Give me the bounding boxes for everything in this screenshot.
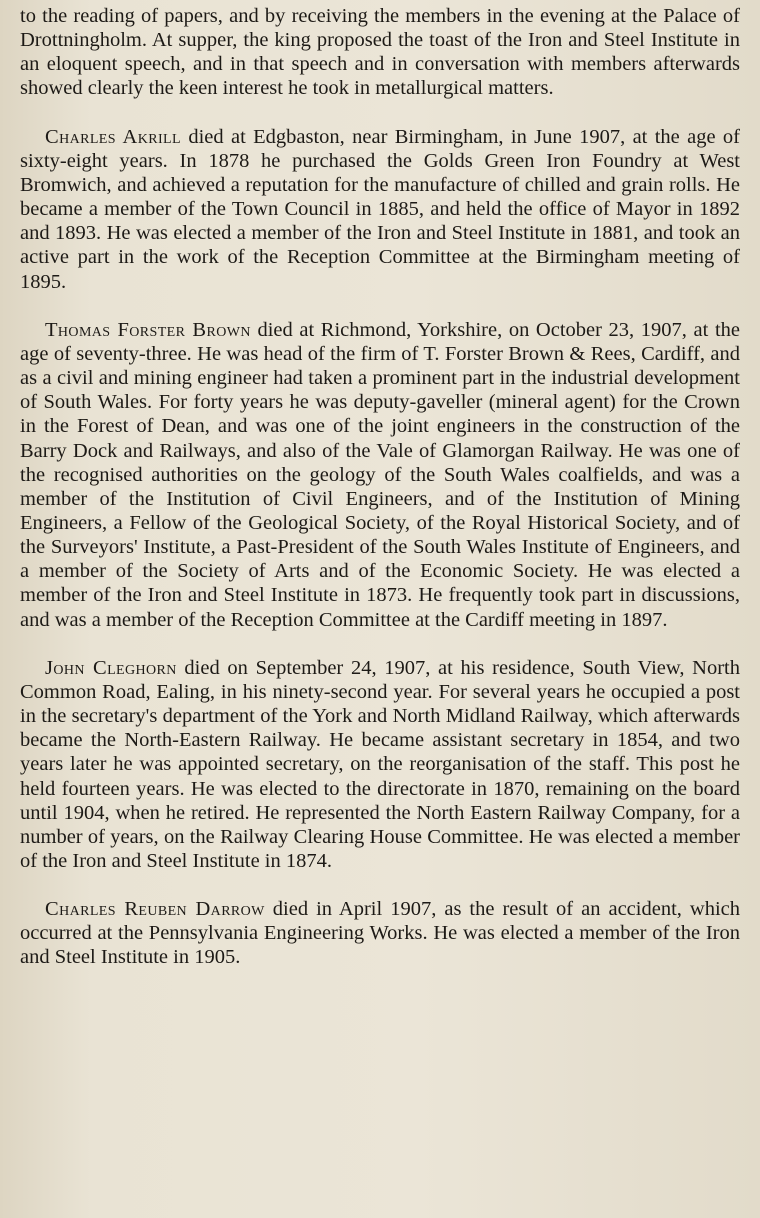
- paragraph-text: died on September 24, 1907, at his residence, South View, North Common Road, Ealing, in his ninety-second year. For several years he occupied a post in the secretary's department of the York and North Midland Railway, which afterwards became the North-Eastern Railway. He became assistant secretary in 1854, and two years later he was appointed secretary, on the reorganisation of the staff. This post he held fourteen years. He was elected to the directorate in 1870, remaining on the board until 1904, when he retired. He represented the North Eastern Railway Company, for a number of years, on the Railway Clearing House Committee. He was elected a member of the Iron and Steel Institute in 1874.: [20, 656, 740, 872]
- paragraph-text: died at Edgbaston, near Birmingham, in June 1907, at the age of sixty-eight years. In 1878 he purchased the Golds Green Iron Foundry at West Bromwich, and achieved a reputation for the manufacture of chilled and grain rolls. He became a member of the Town Council in 1885, and held the office of Mayor in 1892 and 1893. He was elected a member of the Iron and Steel Institute in 1881, and took an active part in the work of the Reception Committee at the Birmingham meeting of 1895.: [20, 125, 740, 293]
- paragraph-text: to the reading of papers, and by receiving the members in the evening at the Palace of Drottningholm. At supper, the king proposed the toast of the Iron and Steel Institute in an eloquent speech, and in that speech and in conversation with members afterwards showed clearly the keen interest he took in metallurgical matters.: [20, 5, 740, 100]
- paragraph-john-cleghorn: [20, 656, 740, 873]
- paragraph-charles-akrill: [20, 125, 740, 294]
- paragraph-text: died at Richmond, Yorkshire, on October 23, 1907, at the age of seventy-three. He was head of the firm of T. Forster Brown & Rees, Cardiff, and as a civil and mining engineer had taken a prominent part in the industrial development of South Wales. For forty years he was deputy-gaveller (mineral agent) for the Crown in the Forest of Dean, and was one of the joint engineers in the construction of the Barry Dock and Railways, and also of the Vale of Glamorgan Railway. He was one of the recognised authorities on the geology of the South Wales coalfields, and was a member of the Institution of Civil Engineers, and of the Institution of Mining Engineers, a Fellow of the Geological Society, of the Royal Historical Society, and of the Surveyors' Institute, a Past-President of the South Wales Institute of Engineers, and a member of the Society of Arts and of the Economic Society. He was elected a member of the Iron and Steel Institute in 1873. He frequently took part in discussions, and was a member of the Reception Committee at the Cardiff meeting in 1897.: [20, 318, 740, 631]
- person-name: Charles Reuben Darrow: [45, 898, 265, 921]
- paragraph-king-visit-continuation: [20, 4, 740, 101]
- person-name: John Cleghorn: [45, 656, 177, 679]
- paragraph-text: died in April 1907, as the result of an accident, which occurred at the Pennsylvania Engineering Works. He was elected a member of the Iron and Steel Institute in 1905.: [20, 898, 740, 969]
- person-name: Thomas Forster Brown: [45, 318, 251, 341]
- paragraph-charles-reuben-darrow: [20, 897, 740, 969]
- paragraph-thomas-forster-brown: [20, 318, 740, 632]
- person-name: Charles Akrill: [45, 125, 181, 148]
